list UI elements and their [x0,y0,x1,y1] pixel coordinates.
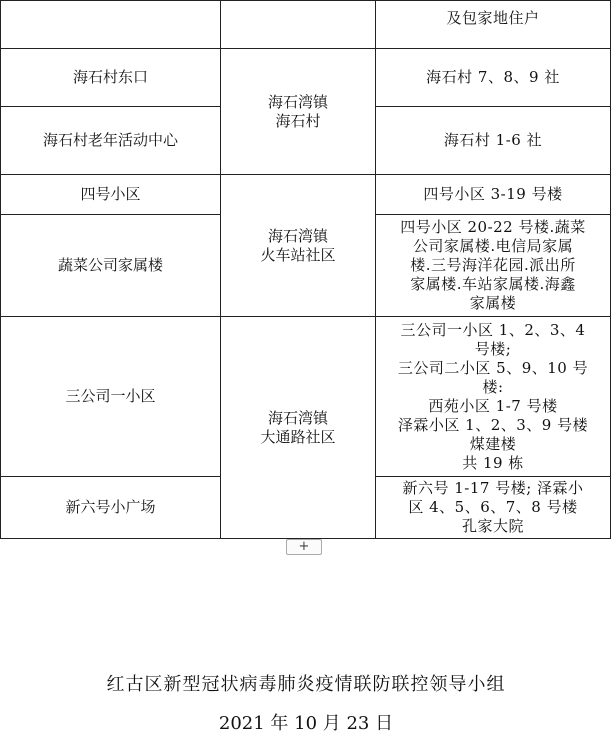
table-row [1,49,611,107]
scope-line: 三公司二小区 5、9、10 号 [397,358,589,377]
issuing-organization: 红古区新型冠状病毒肺炎疫情联防联控领导小组 [106,674,506,695]
town-line: 海石湾镇 [267,226,328,245]
table-row [1,317,611,477]
scope-line: 公司家属楼.电信局家属 [412,237,574,255]
scope-cell [376,317,611,477]
scope-cell [376,1,611,49]
issue-date: 2021 年 10 月 23 日 [218,713,394,734]
scope-cell [376,107,611,175]
town-line: 海石村 [275,111,321,130]
scope-cell [376,175,611,215]
scope-line: 家属楼.车站家属楼.海鑫 [410,275,576,293]
scope-line: 三公司一小区 1、2、3、4 [400,320,586,339]
table-row [1,175,611,215]
scope-line: 泽霖小区 1、2、3、9 号楼 [397,415,589,434]
town-cell [221,1,376,49]
site-cell: 蔬菜公司家属楼 [1,215,221,317]
town-line: 海石湾镇 [267,92,328,111]
scope-cell [376,49,611,107]
town-cell [221,175,376,317]
town-cell [221,317,376,539]
scope-line: 四号小区 3-19 号楼 [423,185,563,203]
site-cell [1,1,221,49]
scope-line: 西苑小区 1-7 号楼 [428,396,558,415]
site-cell: 海石村东口 [1,49,221,107]
site-cell: 三公司一小区 [1,317,221,477]
town-line: 大通路社区 [260,427,336,446]
site-cell: 海石村老年活动中心 [1,107,221,175]
town-cell [221,49,376,175]
site-cell: 四号小区 [1,175,221,215]
scope-line: 家属楼 [469,294,517,312]
scope-line: 及包家地住户 [446,9,540,27]
scope-line: 区 4、5、6、7、8 号楼 [408,498,578,516]
scope-line: 海石村 1-6 社 [443,131,543,149]
town-line: 海石湾镇 [267,408,328,427]
scope-line: 孔家大院 [461,517,524,535]
scope-line: 楼.三号海洋花园.派出所 [410,256,576,274]
scope-line: 楼: [482,377,504,396]
add-row-button[interactable]: + [286,539,322,555]
scope-line: 海石村 7、8、9 社 [426,68,560,86]
table-row [1,1,611,49]
town-line: 火车站社区 [260,245,336,264]
scope-line: 新六号 1-17 号楼; 泽霖小 [402,479,584,497]
scope-line: 煤建楼 [469,434,517,453]
scope-line: 号楼; [474,339,512,358]
site-cell: 新六号小广场 [1,477,221,539]
scope-line: 共 19 栋 [462,453,524,472]
scope-cell [376,477,611,539]
scope-line: 四号小区 20-22 号楼.蔬菜 [400,218,586,236]
scope-cell [376,215,611,317]
